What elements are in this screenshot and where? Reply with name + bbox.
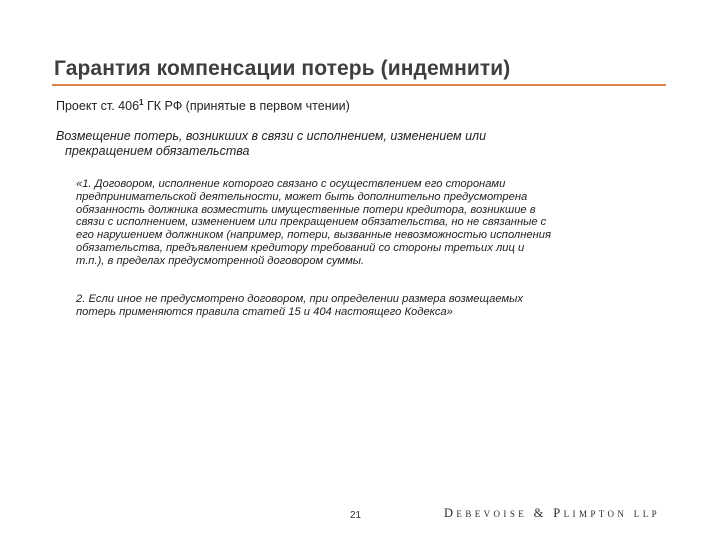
slide-subtitle <box>56 98 350 113</box>
heading-line-2: прекращением обязательства <box>65 144 250 158</box>
article-paragraph-2 <box>76 293 676 319</box>
page-number: 21 <box>350 510 362 521</box>
heading-line-1: Возмещение потерь, возникших в связи с исполнением, изменением или <box>56 129 487 143</box>
subtitle-text-rest: ГК РФ (принятые в первом чтении) <box>143 99 350 113</box>
paragraph-line: т.п.), в пределах предусмотренной договором суммы. <box>76 254 365 267</box>
paragraph-line: предпринимательской деятельности, может быть дополнительно предусмотрена <box>76 190 528 203</box>
article-paragraph-1 <box>76 178 676 268</box>
subtitle-superscript: 1 <box>139 98 144 107</box>
title-divider <box>52 84 666 86</box>
paragraph-line: обязательства, предъявлением кредитору требований со стороны третьих лиц и <box>76 241 525 254</box>
section-heading <box>56 129 646 159</box>
paragraph-line: потерь применяются правила статей 15 и 404 настоящего Кодекса» <box>76 305 453 318</box>
subtitle-text: Проект ст. 406 <box>56 99 140 113</box>
slide-title: Гарантия компенсации потерь (индемнити) <box>54 57 511 80</box>
paragraph-line: «1. Договором, исполнение которого связано с осуществлением его сторонами <box>76 178 506 190</box>
paragraph-line: 2. Если иное не предусмотрено договором, при определении размера возмещаемых <box>76 293 523 305</box>
paragraph-line: обязанность должника возместить имущественные потери кредитора, возникшие в <box>76 203 536 216</box>
firm-logo: Debevoise & Plimpton llp <box>444 506 661 520</box>
paragraph-line: его нарушением должником (например, потери, вызванные невозможностью исполнения <box>76 229 551 242</box>
paragraph-line: связи с исполнением, изменением или прекращением обязательства, но не связанные с <box>76 216 547 229</box>
